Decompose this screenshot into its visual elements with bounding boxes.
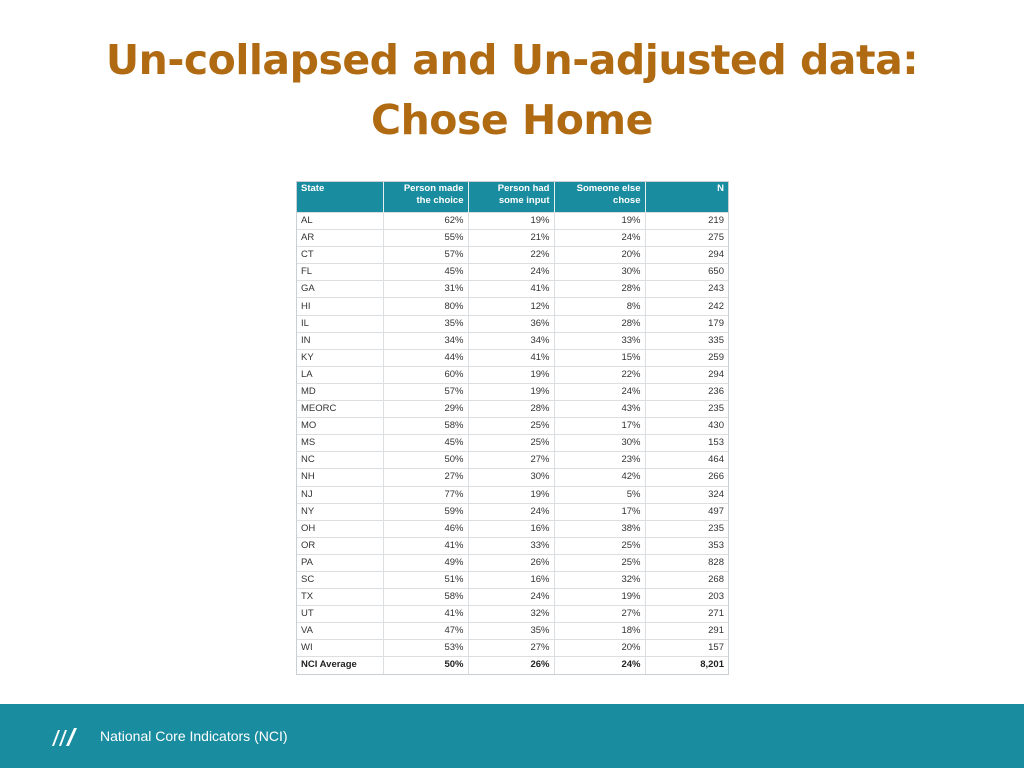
value-cell: 22% — [554, 366, 645, 383]
value-cell: 55% — [383, 230, 468, 247]
value-cell: 28% — [554, 281, 645, 298]
value-cell: 242 — [645, 298, 728, 315]
average-label-cell: NCI Average — [297, 657, 383, 674]
state-cell: FL — [297, 264, 383, 281]
value-cell: 828 — [645, 554, 728, 571]
value-cell: 27% — [554, 606, 645, 623]
value-cell: 50% — [383, 452, 468, 469]
state-cell: LA — [297, 366, 383, 383]
value-cell: 19% — [468, 366, 554, 383]
value-cell: 60% — [383, 366, 468, 383]
table-header-line: chose — [613, 195, 641, 206]
value-cell: 41% — [383, 537, 468, 554]
value-cell: 80% — [383, 298, 468, 315]
table-row — [297, 469, 728, 486]
state-cell: OH — [297, 520, 383, 537]
value-cell: 49% — [383, 554, 468, 571]
table-row — [297, 554, 728, 571]
value-cell: 353 — [645, 537, 728, 554]
value-cell: 27% — [468, 640, 554, 657]
state-cell: IN — [297, 332, 383, 349]
value-cell: 59% — [383, 503, 468, 520]
value-cell: 236 — [645, 383, 728, 400]
table-header-cell — [383, 182, 468, 213]
value-cell: 324 — [645, 486, 728, 503]
table-row — [297, 571, 728, 588]
value-cell: 57% — [383, 383, 468, 400]
state-cell: VA — [297, 623, 383, 640]
nci-logo-icon — [50, 726, 80, 748]
table-header-row — [297, 182, 728, 213]
value-cell: 32% — [554, 571, 645, 588]
value-cell: 33% — [468, 537, 554, 554]
footer-bar — [0, 704, 1024, 768]
table-row — [297, 418, 728, 435]
value-cell: 53% — [383, 640, 468, 657]
value-cell: 35% — [383, 315, 468, 332]
value-cell: 294 — [645, 366, 728, 383]
table-header-line: N — [717, 183, 724, 194]
value-cell: 29% — [383, 401, 468, 418]
value-cell: 219 — [645, 213, 728, 230]
table-row — [297, 503, 728, 520]
value-cell: 275 — [645, 230, 728, 247]
table-row — [297, 349, 728, 366]
table-row — [297, 606, 728, 623]
state-cell: SC — [297, 571, 383, 588]
value-cell: 32% — [468, 606, 554, 623]
value-cell: 41% — [468, 281, 554, 298]
value-cell: 157 — [645, 640, 728, 657]
value-cell: 16% — [468, 571, 554, 588]
state-cell: NH — [297, 469, 383, 486]
value-cell: 235 — [645, 520, 728, 537]
value-cell: 26% — [468, 554, 554, 571]
table-row — [297, 213, 728, 230]
value-cell: 5% — [554, 486, 645, 503]
table-row — [297, 315, 728, 332]
value-cell: 266 — [645, 469, 728, 486]
state-cell: MS — [297, 435, 383, 452]
table-row — [297, 281, 728, 298]
value-cell: 31% — [383, 281, 468, 298]
value-cell: 28% — [554, 315, 645, 332]
value-cell: 25% — [554, 554, 645, 571]
state-cell: MEORC — [297, 401, 383, 418]
value-cell: 30% — [554, 264, 645, 281]
value-cell: 259 — [645, 349, 728, 366]
table-row — [297, 366, 728, 383]
value-cell: 21% — [468, 230, 554, 247]
slide-title — [0, 30, 1024, 150]
value-cell: 20% — [554, 247, 645, 264]
value-cell: 36% — [468, 315, 554, 332]
table-body — [297, 213, 728, 674]
value-cell: 24% — [468, 503, 554, 520]
value-cell: 19% — [468, 486, 554, 503]
table-row — [297, 264, 728, 281]
table-header-line: the choice — [416, 195, 464, 206]
table-header-line: Person made — [403, 183, 464, 194]
table-row — [297, 247, 728, 264]
value-cell: 22% — [468, 247, 554, 264]
slide-title-line-2: Chose Home — [371, 96, 653, 144]
value-cell: 62% — [383, 213, 468, 230]
table-row — [297, 332, 728, 349]
value-cell: 16% — [468, 520, 554, 537]
state-cell: AL — [297, 213, 383, 230]
state-cell: IL — [297, 315, 383, 332]
value-cell: 17% — [554, 418, 645, 435]
table-row — [297, 537, 728, 554]
state-cell: WI — [297, 640, 383, 657]
value-cell: 179 — [645, 315, 728, 332]
state-cell: TX — [297, 589, 383, 606]
value-cell: 24% — [468, 264, 554, 281]
value-cell: 335 — [645, 332, 728, 349]
value-cell: 43% — [554, 401, 645, 418]
value-cell: 25% — [468, 418, 554, 435]
state-cell: NJ — [297, 486, 383, 503]
value-cell: 153 — [645, 435, 728, 452]
table-row — [297, 298, 728, 315]
value-cell: 30% — [554, 435, 645, 452]
state-cell: GA — [297, 281, 383, 298]
state-cell: OR — [297, 537, 383, 554]
value-cell: 19% — [554, 213, 645, 230]
value-cell: 45% — [383, 264, 468, 281]
value-cell: 30% — [468, 469, 554, 486]
value-cell: 38% — [554, 520, 645, 537]
value-cell: 24% — [554, 383, 645, 400]
average-value-cell: 26% — [468, 657, 554, 674]
value-cell: 650 — [645, 264, 728, 281]
value-cell: 19% — [468, 213, 554, 230]
table-header-line: State — [301, 183, 325, 194]
value-cell: 25% — [554, 537, 645, 554]
table-row — [297, 230, 728, 247]
value-cell: 57% — [383, 247, 468, 264]
value-cell: 25% — [468, 435, 554, 452]
value-cell: 34% — [468, 332, 554, 349]
value-cell: 291 — [645, 623, 728, 640]
value-cell: 58% — [383, 418, 468, 435]
table-row — [297, 520, 728, 537]
state-cell: MD — [297, 383, 383, 400]
value-cell: 19% — [468, 383, 554, 400]
value-cell: 41% — [383, 606, 468, 623]
state-cell: AR — [297, 230, 383, 247]
average-value-cell: 50% — [383, 657, 468, 674]
table-header-line: Someone else — [576, 183, 641, 194]
value-cell: 12% — [468, 298, 554, 315]
results-table — [297, 182, 728, 674]
value-cell: 464 — [645, 452, 728, 469]
value-cell: 24% — [468, 589, 554, 606]
value-cell: 58% — [383, 589, 468, 606]
value-cell: 23% — [554, 452, 645, 469]
table-row — [297, 640, 728, 657]
value-cell: 77% — [383, 486, 468, 503]
value-cell: 497 — [645, 503, 728, 520]
table-row — [297, 435, 728, 452]
value-cell: 271 — [645, 606, 728, 623]
state-cell: NY — [297, 503, 383, 520]
table-header-cell — [468, 182, 554, 213]
table-row — [297, 623, 728, 640]
value-cell: 18% — [554, 623, 645, 640]
average-value-cell: 24% — [554, 657, 645, 674]
value-cell: 24% — [554, 230, 645, 247]
table-header-cell — [645, 182, 728, 213]
value-cell: 51% — [383, 571, 468, 588]
value-cell: 8% — [554, 298, 645, 315]
results-table-container — [296, 181, 729, 675]
value-cell: 235 — [645, 401, 728, 418]
value-cell: 203 — [645, 589, 728, 606]
value-cell: 41% — [468, 349, 554, 366]
state-cell: CT — [297, 247, 383, 264]
value-cell: 33% — [554, 332, 645, 349]
value-cell: 47% — [383, 623, 468, 640]
table-row — [297, 589, 728, 606]
value-cell: 19% — [554, 589, 645, 606]
state-cell: NC — [297, 452, 383, 469]
table-row — [297, 452, 728, 469]
value-cell: 243 — [645, 281, 728, 298]
value-cell: 44% — [383, 349, 468, 366]
average-value-cell: 8,201 — [645, 657, 728, 674]
table-header-cell — [297, 182, 383, 213]
value-cell: 42% — [554, 469, 645, 486]
table-row-average — [297, 657, 728, 674]
value-cell: 268 — [645, 571, 728, 588]
value-cell: 28% — [468, 401, 554, 418]
footer-text: National Core Indicators (NCI) — [100, 728, 288, 744]
value-cell: 35% — [468, 623, 554, 640]
state-cell: UT — [297, 606, 383, 623]
value-cell: 46% — [383, 520, 468, 537]
state-cell: MO — [297, 418, 383, 435]
value-cell: 15% — [554, 349, 645, 366]
value-cell: 27% — [383, 469, 468, 486]
table-row — [297, 486, 728, 503]
slide-title-line-1: Un-collapsed and Un-adjusted data: — [105, 36, 919, 84]
value-cell: 27% — [468, 452, 554, 469]
table-header-cell — [554, 182, 645, 213]
value-cell: 294 — [645, 247, 728, 264]
state-cell: KY — [297, 349, 383, 366]
table-row — [297, 401, 728, 418]
table-row — [297, 383, 728, 400]
state-cell: HI — [297, 298, 383, 315]
value-cell: 20% — [554, 640, 645, 657]
value-cell: 17% — [554, 503, 645, 520]
value-cell: 34% — [383, 332, 468, 349]
value-cell: 430 — [645, 418, 728, 435]
table-header-line: some input — [498, 195, 550, 206]
table-header-line: Person had — [497, 183, 550, 194]
state-cell: PA — [297, 554, 383, 571]
value-cell: 45% — [383, 435, 468, 452]
